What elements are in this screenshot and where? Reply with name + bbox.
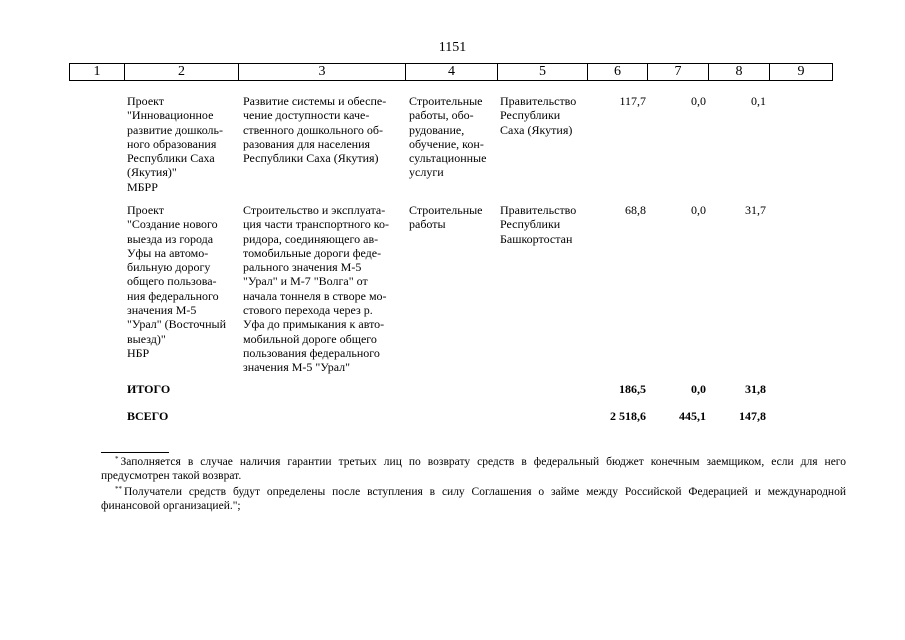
page-number: 1151 (438, 40, 467, 55)
grand-total-label: ВСЕГО (127, 409, 169, 423)
footnote-separator (101, 452, 169, 453)
row1-project: Проект "Инновационное развитие дошколь- ного образования Республики Саха (Якутия)" МБРР (127, 94, 224, 194)
row1-col6-value: 117,7 (619, 94, 646, 108)
row2-purpose: Строительство и эксплуата- ция части транспортного ко- ридора, соединяющего ав- томобильные дороги феде- рального значения М-5 "Урал" и М-7 "Волга" от начала тоннеля в створе мо- стового перехода через р. Уфа до примыкания к авто- мобильной дороге общего пользования федерального значения М-5 "Урал" (243, 203, 389, 375)
row1-purpose: Развитие системы и обеспе- чение доступности каче- ственного дошкольного об- разования для населения Республики Саха (Якутия) (243, 94, 387, 166)
footnote-2 (101, 485, 846, 513)
col-header-9: 9 (770, 64, 833, 81)
column-number-header (69, 63, 833, 81)
grand-total-col8-value: 147,8 (739, 409, 766, 423)
col-header-6: 6 (588, 64, 648, 81)
col-header-3: 3 (239, 64, 406, 81)
total-label: ИТОГО (127, 382, 171, 396)
grand-total-col7-value: 445,1 (679, 409, 706, 423)
footnote-1-mark: * (115, 455, 119, 463)
col-header-2: 2 (125, 64, 239, 81)
row2-col8-value: 31,7 (745, 203, 766, 217)
row2-col6-value: 68,8 (625, 203, 646, 217)
col-header-4: 4 (406, 64, 498, 81)
footnote-1 (101, 455, 846, 483)
row1-col8-value: 0,1 (751, 94, 766, 108)
grand-total-col6-value: 2 518,6 (610, 409, 646, 423)
total-col8-value: 31,8 (745, 382, 766, 396)
col-header-7: 7 (648, 64, 709, 81)
total-col6-value: 186,5 (619, 382, 646, 396)
col-header-1: 1 (70, 64, 125, 81)
col-header-5: 5 (498, 64, 588, 81)
row2-work-type: Строительные работы (409, 203, 483, 232)
total-col7-value: 0,0 (691, 382, 706, 396)
col-header-8: 8 (709, 64, 770, 81)
row1-recipient: Правительство Республики Саха (Якутия) (500, 94, 577, 137)
row2-project: Проект "Создание нового выезда из города Уфы на автомо- бильную дорогу общего пользова- ния федерального значения М-5 "Урал" (Восточный выезд)" НБР (127, 203, 226, 360)
footnote-2-mark: ** (115, 485, 122, 493)
footnote-2-text: Получатели средств будут определены после вступления в силу Соглашения о займе между Российской Федерацией и международной финансовой организацией."; (101, 486, 846, 512)
row2-recipient: Правительство Республики Башкортостан (500, 203, 577, 246)
footnote-1-text: Заполняется в случае наличия гарантии третьих лиц по возврату средств в федеральный бюджет конечным заемщиком, если для него предусмотрен такой возврат. (101, 456, 846, 482)
row2-col7-value: 0,0 (691, 203, 706, 217)
row1-col7-value: 0,0 (691, 94, 706, 108)
row1-work-type: Строительные работы, обо- рудование, обучение, кон- сультационные услуги (409, 94, 487, 180)
